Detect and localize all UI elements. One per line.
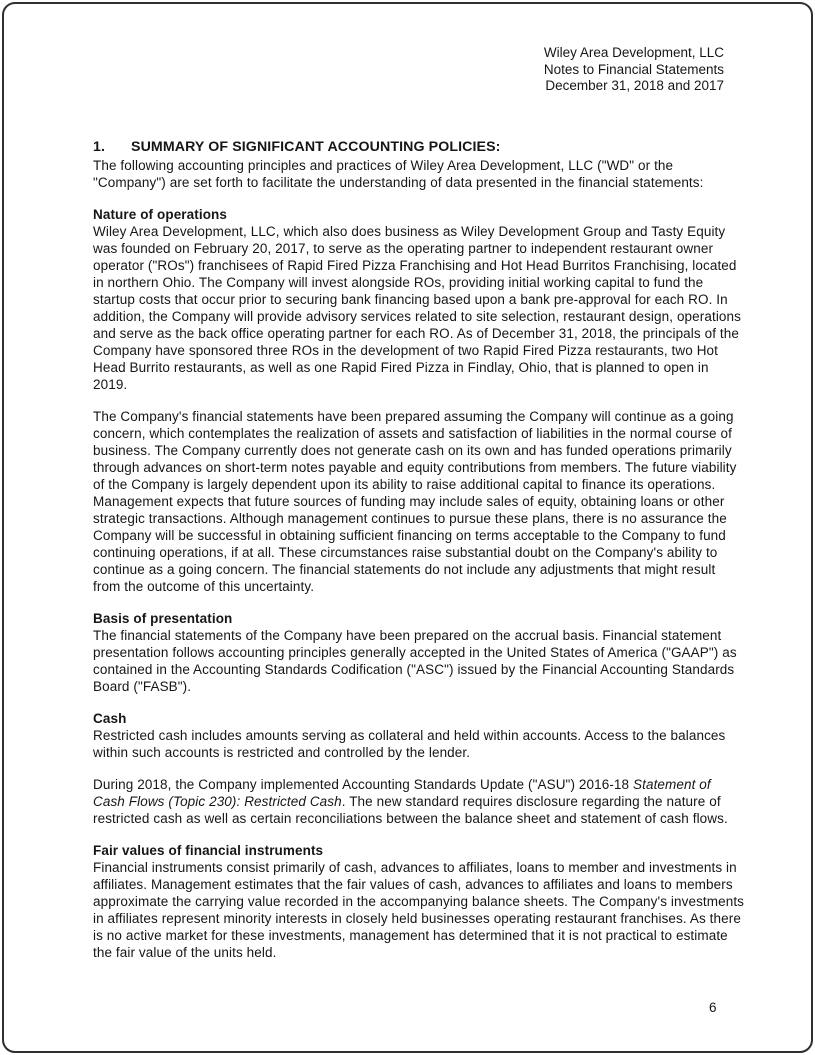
page-number: 6 (709, 1000, 717, 1015)
section-title: SUMMARY OF SIGNIFICANT ACCOUNTING POLICIES: (131, 139, 501, 155)
heading-basis-of-presentation: Basis of presentation (93, 611, 233, 626)
document-title: Notes to Financial Statements (543, 61, 724, 77)
paragraph: Restricted cash includes amounts serving as collateral and held within accounts. Access to the balances within such accounts is restricted and controlled by the lender. (93, 728, 726, 760)
intro-paragraph: The following accounting principles and practices of Wiley Area Development, LLC ("WD" or the "Company") are set forth to facilitate the understanding of data presented in the financial statements: (93, 158, 704, 190)
letterhead (544, 45, 724, 95)
heading-cash: Cash (93, 711, 127, 726)
paragraph: Financial instruments consist primarily of cash, advances to affiliates, loans to member and investments in affiliates. Management estimates that the fair values of cash, advances to affiliates and loans to members approximate the carrying value recorded in the accompanying balance sheets. The Company's investments in affiliates represent minority interests in closely held businesses operating restaurant franchises. As there is no active market for these investments, management has determined that it is not practical to estimate the fair value of the units held. (93, 860, 745, 960)
company-name: Wiley Area Development, LLC (543, 45, 724, 60)
document-body (93, 139, 746, 961)
section-number: 1. (93, 139, 106, 155)
heading-nature-of-operations: Nature of operations (93, 207, 228, 222)
heading-fair-values: Fair values of financial instruments (93, 843, 324, 858)
asu-title-italic: Statement of Cash Flows (Topic 230): Restricted Cash (93, 777, 711, 809)
paragraph (93, 776, 746, 827)
paragraph: The Company's financial statements have been prepared assuming the Company will continue as a going concern, which contemplates the realization of assets and satisfaction of liabilities in the normal course of business. The Company currently does not generate cash on its own and has funded operations primarily through advances on short-term notes payable and equity contributions from members. The future viability of the Company is largely dependent upon its ability to raise additional capital to finance its operations. Management expects that future sources of funding may include sales of equity, obtaining loans or other strategic transactions. Although management continues to pursue these plans, there is no assurance the Company will be successful in obtaining sufficient financing on terms acceptable to the Company to fund continuing operations, if at all. These circumstances raise substantial doubt on the Company's ability to continue as a going concern. The financial statements do not include any adjustments that might result from the outcome of this uncertainty. (93, 409, 737, 594)
date-line: December 31, 2018 and 2017 (545, 78, 724, 93)
paragraph-segment: . The new standard requires disclosure regarding the nature of restricted cash as well as certain reconciliations between the balance sheet and statement of cash flows. (93, 794, 728, 826)
paragraph: Wiley Area Development, LLC, which also does business as Wiley Development Group and Tasty Equity was founded on February 20, 2017, to serve as the operating partner to independent restaurant owner operator ("ROs") franchisees of Rapid Fired Pizza Franchising and Hot Head Burritos Franchising, located in northern Ohio. The Company will invest alongside ROs, providing initial working capital to fund the startup costs that occur prior to securing bank financing based upon a bank pre-approval for each RO. In addition, the Company will provide advisory services related to site selection, restaurant design, operations and serve as the back office operating partner for each RO. As of December 31, 2018, the principals of the Company have sponsored three ROs in the development of two Rapid Fired Pizza restaurants, two Hot Head Burrito restaurants, as well as one Rapid Fired Pizza in Findlay, Ohio, that is planned to open in 2019. (93, 224, 741, 392)
section-heading (93, 139, 746, 156)
paragraph-segment: During 2018, the Company implemented Accounting Standards Update ("ASU") 2016-18 (93, 777, 633, 792)
paragraph: The financial statements of the Company have been prepared on the accrual basis. Financial statement presentation follows accounting principles generally accepted in the United States of America ("GAAP") as contained in the Accounting Standards Codification ("ASC") issued by the Financial Accounting Standards Board ("FASB"). (93, 628, 737, 694)
